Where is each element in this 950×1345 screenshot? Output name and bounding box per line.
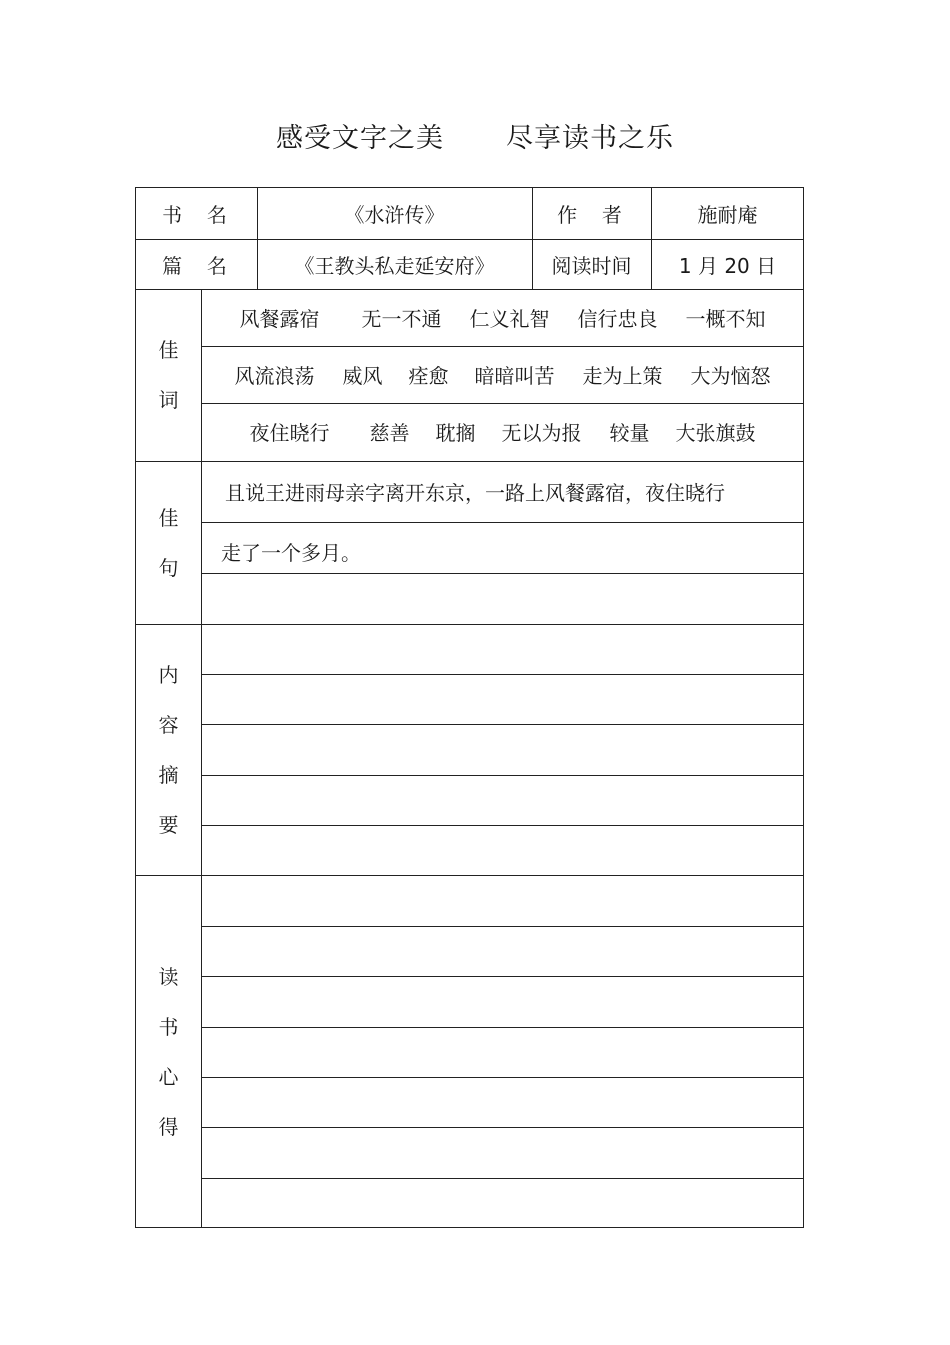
word: 耽搁 [435,421,476,445]
book-name-value[interactable]: 《水浒传》 [344,203,445,227]
word: 一概不知 [685,307,766,331]
page-title [0,116,950,155]
word: 大为恼怒 [690,364,771,388]
word: 无以为报 [501,421,582,445]
word: 威风 [342,364,383,388]
reflection-label: 读 书 心 得 [158,964,179,1139]
word: 慈善 [369,421,410,445]
good-sentence-line-2[interactable]: 走了一个多月。 [221,541,361,565]
good-sentences-label: 佳 句 [158,505,179,580]
word: 较量 [609,421,650,445]
book-name-label: 书 名 [162,203,231,227]
summary-label: 内 容 摘 要 [158,662,179,837]
word: 走为上策 [582,364,663,388]
reading-time-label: 阅读时间 [551,253,632,278]
title-right: 尽享读书之乐 [506,123,674,154]
word: 风流浪荡 [234,364,315,388]
good-words-row-3[interactable] [201,403,804,460]
word: 仁义礼智 [469,307,550,331]
word: 风餐露宿 [239,307,320,331]
good-words-row-1[interactable] [201,289,804,346]
author-label: 作 者 [557,203,626,227]
reading-record-form [135,187,804,1228]
good-words-label: 佳 词 [158,338,179,412]
chapter-value[interactable]: 《王教头私走延安府》 [294,253,495,278]
word: 暗暗叫苦 [474,364,555,388]
word: 信行忠良 [577,307,658,331]
word: 无一不通 [361,307,442,331]
word: 大张旗鼓 [675,421,756,445]
word: 痊愈 [408,364,449,388]
reading-time-value[interactable]: 1 月 20 日 [678,253,777,278]
good-sentence-line-1[interactable]: 且说王进雨母亲字离开东京，一路上风餐露宿，夜住晓行 [225,481,725,505]
author-value[interactable]: 施耐庵 [697,203,758,227]
word: 夜住晓行 [249,421,330,445]
good-words-row-2[interactable] [201,346,804,403]
title-left: 感受文字之美 [276,123,444,154]
chapter-label: 篇 名 [162,253,231,278]
